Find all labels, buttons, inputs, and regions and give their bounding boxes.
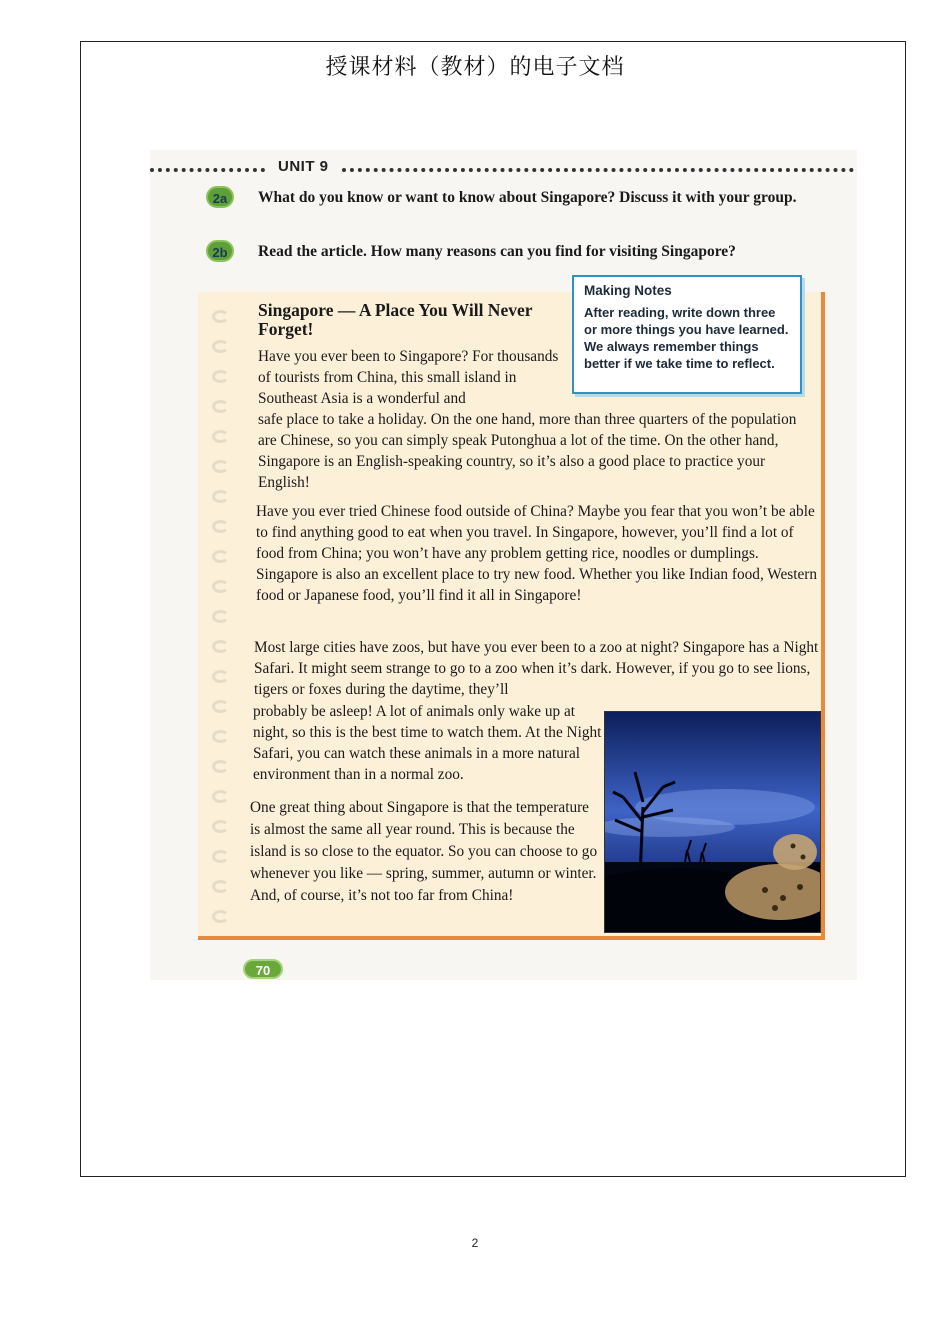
binder-ring xyxy=(212,700,229,713)
binder-ring xyxy=(212,730,229,743)
making-notes-title: Making Notes xyxy=(584,283,672,298)
article-paragraph-4: One great thing about Singapore is that the temperature is almost the same all year round. This is because the island is so close to the equator. So you can choose to go whenever you like — spring, summer, autumn or winter. And, of course, it’s not too far from China! xyxy=(250,799,598,904)
binder-ring xyxy=(212,370,229,383)
binder-ring xyxy=(212,520,229,533)
unit-label: UNIT 9 xyxy=(278,158,329,175)
binder-ring xyxy=(212,340,229,353)
night-safari-image xyxy=(605,712,820,932)
dotted-rule-left xyxy=(150,168,265,172)
binder-ring xyxy=(212,400,229,413)
task-2a-text: What do you know or want to know about Singapore? Discuss it with your group. xyxy=(258,189,797,206)
task-badge-2b: 2b xyxy=(206,240,234,262)
binder-ring xyxy=(212,820,229,833)
article-paragraph-2: Have you ever tried Chinese food outside of China? Maybe you fear that you won’t be able to find anything good to eat when you travel. In Singapore, however, you’ll find a lot of food from China; you won’t have any problem getting rice, noodles or dumplings. Singapore is also an excellent place to try new food. Whether you like Indian food, Western food or Japanese food, you’ll find it all in Singapore! xyxy=(256,503,818,604)
binder-ring xyxy=(212,790,229,803)
task-badge-2a: 2a xyxy=(206,186,234,208)
binder-ring xyxy=(212,580,229,593)
binder-ring xyxy=(212,640,229,653)
binder-ring xyxy=(212,430,229,443)
binder-ring xyxy=(212,550,229,563)
textbook-scan xyxy=(150,150,857,980)
binder-ring xyxy=(212,310,229,323)
dotted-rule-right xyxy=(342,168,854,172)
textbook-page-badge: 70 xyxy=(243,959,283,979)
article-paragraph-1-bottom: safe place to take a holiday. On the one hand, more than three quarters of the population are Chinese, so you can simply speak Putonghua a lot of the time. On the other hand, Singapore is an English-speaking country, so it’s also a good place to practice your English! xyxy=(258,411,797,491)
binder-ring xyxy=(212,610,229,623)
binder-ring xyxy=(212,670,229,683)
binder-ring xyxy=(212,880,229,893)
article-title: Singapore — A Place You Will Never Forget! xyxy=(258,300,533,339)
night-safari-photo xyxy=(604,711,821,933)
unit-header xyxy=(150,158,857,178)
binder-ring xyxy=(212,490,229,503)
article-paragraph-3-bottom: probably be asleep! A lot of animals only wake up at night, so this is the best time to watch them. At the Night Safari, you can watch these animals in a more natural environment than in a normal zoo. xyxy=(253,703,602,783)
page-number: 2 xyxy=(471,1236,479,1250)
binder-ring xyxy=(212,760,229,773)
making-notes-box xyxy=(572,275,802,394)
article-paragraph-1-top: Have you ever been to Singapore? For thousands of tourists from China, this small island in Southeast Asia is a wonderful and xyxy=(258,348,559,407)
binder-ring xyxy=(212,460,229,473)
making-notes-body: After reading, write down three or more things you have learned. We always remember things better if we take time to reflect. xyxy=(584,305,789,371)
document-title: 授课材料（教材）的电子文档 xyxy=(325,55,625,80)
binder-ring xyxy=(212,850,229,863)
task-2b-text: Read the article. How many reasons can you find for visiting Singapore? xyxy=(258,243,736,260)
article-paragraph-3-top: Most large cities have zoos, but have you ever been to a zoo at night? Singapore has a Night Safari. It might seem strange to go to a zoo when it’s dark. However, if you go to see lions, tigers or foxes during the daytime, they’ll xyxy=(254,639,819,698)
binder-ring xyxy=(212,910,229,923)
